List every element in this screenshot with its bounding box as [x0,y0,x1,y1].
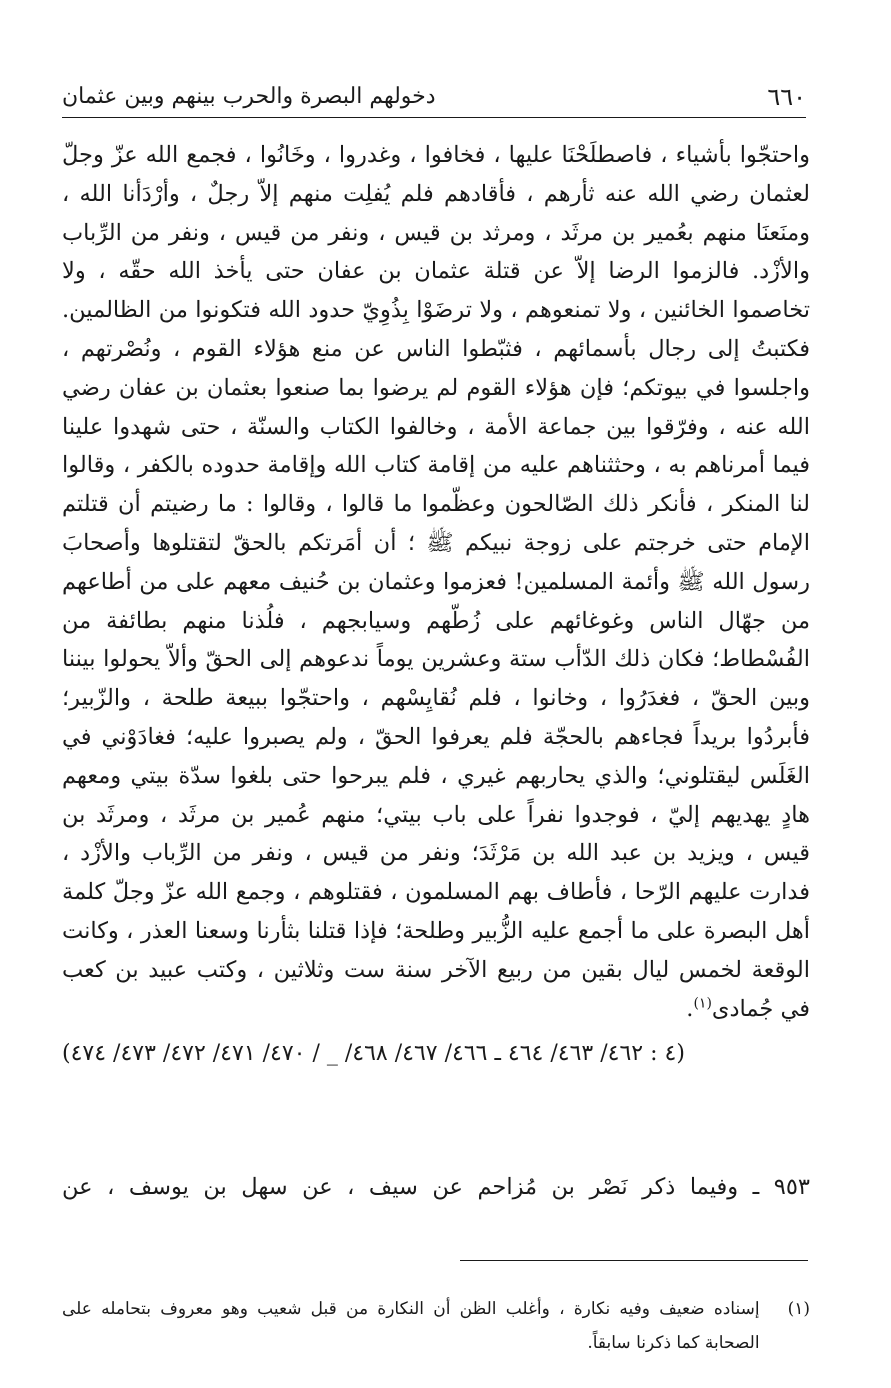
paragraph-end-period: . [686,995,694,1022]
footnote-divider [460,1260,808,1261]
main-paragraph-text: واحتجّوا بأشياء ، فاصطلَحْنَا عليها ، فخافوا ، وغدروا ، وخَانُوا ، فجمع الله عزّ وجلّ لعثمان رضي الله عنه ثأرهم ، فأقادهم فلم يُفلِت منهم إلاّ رجلٌ ، وأرْدَأنا الله ، ومنَعنَا منهم بعُمير بن مرثَد ، ومرثد بن قيس ، ونفر من قيس ، ونفر من الرِّباب والأزْد. فالزموا الرضا إلاّ عن قتلة عثمان بن عفان حتى يأخذ الله حقّه ، ولا تخاصموا الخائنين ، ولا تمنعوهم ، ولا ترضَوْا بِذُوِيّ حدود الله فتكونوا من الظالمين. فكتبتُ إلى رجال بأسمائهم ، فثبّطوا الناس عن منع هؤلاء القوم ، ونُصْرتهم ، واجلسوا في بيوتكم؛ فإن هؤلاء القوم لم يرضوا بما صنعوا بعثمان بن عفان رضي الله عنه ، وفرّقوا بين جماعة الأمة ، وخالفوا الكتاب والسنّة ، حتى شهدوا علينا فيما أمرناهم به ، وحثثناهم عليه من إقامة كتاب الله وإقامة حدوده بالكفر ، وقالوا لنا المنكر ، فأنكر ذلك الصّالحون وعظّموا ما قالوا ، وقالوا : ما رضيتم أن قتلتم الإمام حتى خرجتم على زوجة نبيكم ﷺ ؛ أن أمَرتكم بالحقّ لتقتلوها وأصحابَ رسول الله ﷺ وأئمة المسلمين! فعزموا وعثمان بن حُنيف معهم على من أطاعهم من جهّال الناس وغوغائهم على زُطّهم وسيابجهم ، فلُذنا منهم بطائفة من الفُسْطاط؛ فكان ذلك الدّأب ستة وعشرين يوماً ندعوهم إلى الحقّ وألاّ يحولوا بيننا وبين الحقّ ، فغدَرُوا ، وخانوا ، فلم نُقايِسْهم ، واحتجّوا ببيعة طلحة ، والزّبير؛ فأبردُوا بريداً فجاءهم بالحجّة فلم يعرفوا الحقّ ، ولم يصبروا عليه؛ فغادَوْني في الغَلَس ليقتلوني؛ والذي يحاربهم غيري ، فلم يبرحوا حتى بلغوا سدّة بيتي ومعهم هادٍ يهديهم إليّ ، فوجدوا نفراً على باب بيتي؛ منهم عُمير بن مرثَد ، ومرثَد بن قيس ، ويزيد بن عبد الله بن مَرْثَدَ؛ ونفر من قيس ، ونفر من الرِّباب والأزْد ، فدارت عليهم الرّحا ، فأطاف بهم المسلمون ، فقتلوهم ، وجمع الله عزّ وجلّ كلمة أهل البصرة على ما أجمع عليه الزُّبير وطلحة؛ فإذا قتلنا بثأرنا وسعنا العذر ، وكانت الوقعة لخمس ليال بقين من ربيع الآخر سنة ست وثلاثين ، وكتب عبيد بن كعب في جُمادى [62,142,810,1022]
running-title: دخولهم البصرة والحرب بينهم وبين عثمان [62,84,436,109]
page-number: ٦٦٠ [767,83,806,111]
footnote [62,1292,810,1360]
main-paragraph [62,136,810,1028]
footnote-marker: (١) [693,995,712,1012]
report-953: ٩٥٣ ـ وفيما ذكر نَصْر بن مُزاحم عن سيف ، عن سهل بن يوسف ، عن [62,1174,810,1200]
page-header [62,78,806,118]
footnote-text: إسناده ضعيف وفيه نكارة ، وأغلب الظن أن النكارة من قبل شعيب وهو معروف بتحامله على الصحابة كما ذكرنا سابقاً. [62,1299,760,1353]
page-citation: (٤ : ٤٦٢/ ٤٦٣/ ٤٦٤ ـ ٤٦٦/ ٤٦٧/ ٤٦٨/ _ / ٤٧٠/ ٤٧١/ ٤٧٢/ ٤٧٣/ ٤٧٤) [62,1041,685,1066]
footnote-number: (١) [787,1299,810,1319]
